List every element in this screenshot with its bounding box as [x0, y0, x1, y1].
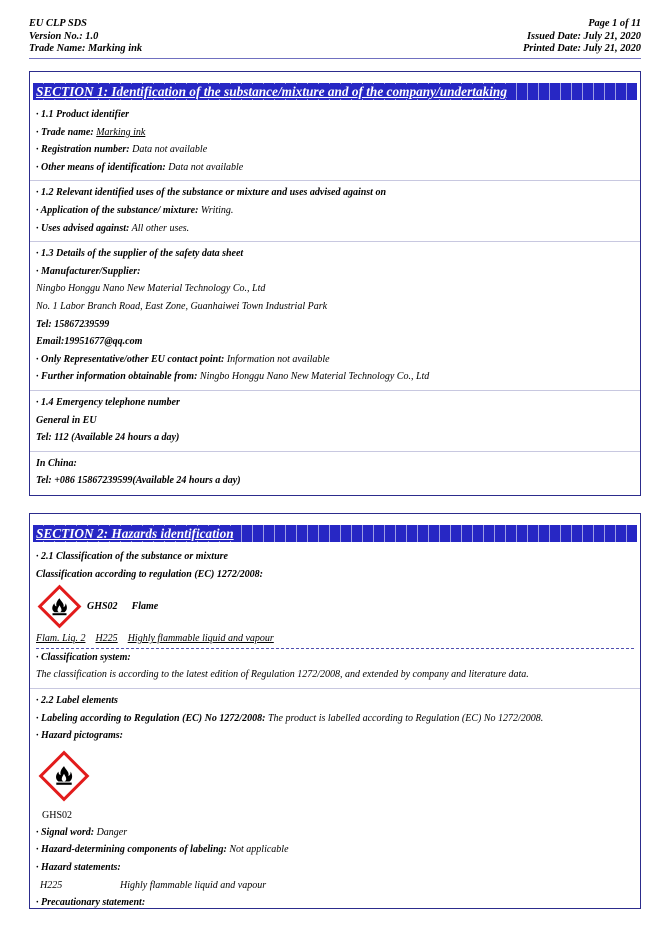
registration-value: Data not available — [132, 144, 208, 156]
advised-against-value: All other uses. — [131, 222, 190, 234]
subsection-2-2 — [30, 688, 640, 912]
tel-china: Tel: +086 15867239599(Available 24 hours a day) — [36, 475, 241, 487]
hazard-statement-text: Highly flammable liquid and vapour — [120, 879, 267, 891]
other-means-label: · Other means of identification: — [36, 161, 166, 173]
product-identifier-heading: · 1.1 Product identifier — [36, 109, 130, 120]
ghs-classification-row — [36, 583, 634, 630]
precautionary-label: · Precautionary statement: — [36, 897, 146, 909]
trade-name-header: Trade Name: Marking ink — [29, 43, 143, 54]
hazard-classification-row — [36, 630, 634, 649]
hazard-pictograms-label: · Hazard pictograms: — [36, 730, 123, 742]
sds-type: EU CLP SDS — [29, 18, 87, 29]
signal-word-label: · Signal word: — [36, 826, 95, 838]
signal-word-value: Danger — [96, 826, 128, 838]
supplier-heading: · 1.3 Details of the supplier of the safety data sheet — [36, 248, 244, 260]
printed-date: Printed Date: July 21, 2020 — [522, 43, 641, 54]
general-eu: General in EU — [36, 414, 97, 426]
further-info-label: · Further information obtainable from: — [36, 371, 198, 383]
subsection-1-2 — [30, 180, 640, 237]
hazard-statement-row — [36, 877, 634, 895]
advised-against-label: · Uses advised against: — [36, 222, 130, 234]
classification-regulation: Classification according to regulation (EC) 1272/2008: — [36, 568, 263, 580]
application-value: Writing. — [200, 204, 234, 216]
classification-heading: · 2.1 Classification of the substance or mixture — [36, 551, 228, 562]
page-header — [29, 18, 641, 59]
hazard-statement-code: H225 — [40, 879, 63, 891]
page-number: Page 1 of 11 — [588, 18, 641, 29]
ghs-name: Flame — [131, 601, 159, 613]
subsection-1-4 — [30, 390, 640, 447]
flammable-text: Highly flammable liquid and vapour — [127, 633, 274, 645]
trade-name-value: Marking ink — [96, 126, 146, 138]
further-info-value: Ningbo Honggu Nano New Material Technology Co., Ltd — [199, 371, 430, 383]
labeling-label: · Labeling according to Regulation (EC) No 1272/2008: — [36, 712, 266, 724]
company-email: Email:19951677@qq.com — [36, 336, 143, 348]
china-label: In China: — [36, 457, 77, 469]
registration-label: · Registration number: — [36, 144, 130, 156]
ghs-code: GHS02 — [87, 601, 118, 613]
company-address: No. 1 Labor Branch Road, East Zone, Guanhaiwei Town Industrial Park — [36, 300, 328, 312]
eu-contact-value: Information not available — [226, 353, 330, 365]
pictogram-area — [36, 745, 634, 807]
section-2-title: SECTION 2: Hazards identification — [33, 525, 637, 542]
uses-heading: · 1.2 Relevant identified uses of the substance or mixture and uses advised against on — [36, 187, 387, 199]
subsection-1-3 — [30, 241, 640, 386]
pictogram-code: GHS02 — [42, 809, 73, 821]
flame-pictogram-icon — [38, 585, 82, 629]
manufacturer-label: · Manufacturer/Supplier: — [36, 265, 141, 277]
classification-system-label: · Classification system: — [36, 651, 131, 663]
other-means-value: Data not available — [168, 161, 244, 173]
eu-contact-label: · Only Representative/other EU contact point: — [36, 353, 225, 365]
classification-system-text: The classification is according to the latest edition of Regulation 1272/2008, and extended by company and literature data. — [36, 669, 529, 681]
section-1-title: SECTION 1: Identification of the substance/mixture and of the company/undertaking — [33, 83, 637, 100]
company-tel: Tel: 15867239599 — [36, 318, 110, 330]
application-label: · Application of the substance/ mixture: — [36, 204, 199, 216]
version-number: Version No.: 1.0 — [29, 30, 99, 42]
label-elements-heading: · 2.2 Label elements — [36, 694, 118, 706]
flammable-code: H225 — [95, 633, 118, 645]
flame-pictogram-icon — [39, 750, 90, 801]
company-name: Ningbo Honggu Nano New Material Technology Co., Ltd — [36, 283, 266, 295]
determining-components-value: Not applicable — [229, 844, 289, 856]
tel-eu: Tel: 112 (Available 24 hours a day) — [36, 432, 180, 444]
subsection-china — [30, 451, 640, 490]
labeling-value: The product is labelled according to Regulation (EC) No 1272/2008. — [267, 712, 544, 724]
trade-name-label: · Trade name: — [36, 126, 94, 138]
issued-date: Issued Date: July 21, 2020 — [526, 30, 641, 42]
hazard-statements-label: · Hazard statements: — [36, 861, 121, 873]
section-2 — [29, 513, 641, 909]
section-1 — [29, 71, 641, 496]
flammable-category: Flam. Liq. 2 — [36, 633, 86, 645]
emergency-heading: · 1.4 Emergency telephone number — [36, 396, 180, 408]
determining-components-label: · Hazard-determining components of labeling: — [36, 844, 227, 856]
